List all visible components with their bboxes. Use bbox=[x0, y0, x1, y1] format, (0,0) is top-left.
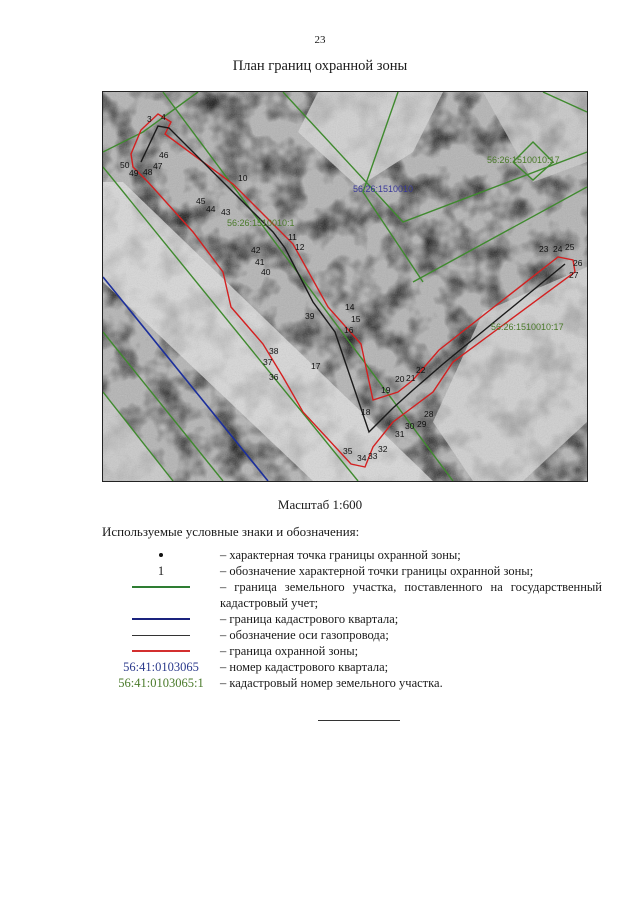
point-19: 19 bbox=[381, 385, 391, 395]
point-33: 33 bbox=[368, 451, 378, 461]
point-45: 45 bbox=[196, 196, 206, 206]
point-41: 41 bbox=[255, 257, 265, 267]
legend-text: – номер кадастрового квартала; bbox=[220, 660, 389, 674]
point-34: 34 bbox=[357, 453, 367, 463]
legend-row-pipeline-axis bbox=[102, 627, 602, 643]
quarter-number-label: 56:26:1510010 bbox=[353, 184, 414, 194]
point-42: 42 bbox=[251, 245, 261, 255]
green-line-icon bbox=[132, 586, 190, 588]
point-38: 38 bbox=[269, 346, 279, 356]
point-15: 15 bbox=[351, 314, 361, 324]
point-10: 10 bbox=[238, 173, 248, 183]
legend-row-point-number bbox=[102, 563, 602, 579]
legend-text: – характерная точка границы охранной зоны; bbox=[220, 548, 461, 562]
point-39: 39 bbox=[305, 311, 315, 321]
point-32: 32 bbox=[378, 444, 388, 454]
point-46: 46 bbox=[159, 150, 169, 160]
legend-text: – граница земельного участка, поставленного на государственный кадастровый учет; bbox=[220, 580, 602, 610]
point-22: 22 bbox=[416, 365, 426, 375]
point-37: 37 bbox=[263, 357, 273, 367]
legend-row-parcel-number bbox=[102, 675, 602, 691]
legend-row-zone-boundary bbox=[102, 643, 602, 659]
point-number-sample: 1 bbox=[157, 564, 165, 578]
red-line-icon bbox=[132, 650, 190, 652]
black-line-icon bbox=[132, 635, 190, 636]
point-17: 17 bbox=[311, 361, 321, 371]
point-21: 21 bbox=[406, 373, 416, 383]
point-31: 31 bbox=[395, 429, 405, 439]
point-18: 18 bbox=[361, 407, 371, 417]
legend-row-quarter-boundary bbox=[102, 611, 602, 627]
legend-text: – обозначение оси газопровода; bbox=[220, 628, 389, 642]
parcel-code-sample: 56:41:0103065:1 bbox=[118, 676, 204, 690]
point-35: 35 bbox=[343, 446, 353, 456]
legend-heading: Используемые условные знаки и обозначения: bbox=[102, 524, 360, 539]
point-36: 36 bbox=[269, 372, 279, 382]
quarter-code-sample: 56:41:0103065 bbox=[123, 660, 199, 674]
legend-text: – кадастровый номер земельного участка. bbox=[220, 676, 443, 690]
point-28: 28 bbox=[424, 409, 434, 419]
point-20: 20 bbox=[395, 374, 405, 384]
point-25: 25 bbox=[565, 242, 575, 252]
point-24: 24 bbox=[553, 244, 563, 254]
point-16: 16 bbox=[344, 325, 354, 335]
point-50: 50 bbox=[120, 160, 130, 170]
point-30: 30 bbox=[405, 421, 415, 431]
point-12: 12 bbox=[295, 242, 305, 252]
point-4: 4 bbox=[161, 112, 166, 122]
legend bbox=[102, 547, 602, 691]
parcel-number-label-1: 56:26:1510010:17 bbox=[487, 155, 560, 165]
legend-row-parcel-boundary bbox=[102, 579, 602, 611]
point-44: 44 bbox=[206, 204, 216, 214]
point-11: 11 bbox=[288, 232, 297, 242]
legend-text: – граница охранной зоны; bbox=[220, 644, 359, 658]
page-number: 23 bbox=[314, 34, 326, 46]
point-40: 40 bbox=[261, 267, 271, 277]
point-23: 23 bbox=[539, 244, 549, 254]
point-27: 27 bbox=[569, 270, 579, 280]
footer-divider bbox=[318, 720, 400, 721]
boundary-map bbox=[102, 91, 588, 482]
legend-text: – обозначение характерной точки границы охранной зоны; bbox=[220, 564, 534, 578]
point-14: 14 bbox=[345, 302, 355, 312]
point-dot-icon bbox=[159, 553, 163, 557]
map-scale: Масштаб 1:600 bbox=[277, 497, 363, 512]
parcel-number-label-3: 56:26:1510010:1 bbox=[227, 218, 295, 228]
legend-row-point bbox=[102, 547, 602, 563]
point-29: 29 bbox=[417, 419, 427, 429]
page-title: План границ охранной зоны bbox=[232, 58, 408, 74]
legend-text: – граница кадастрового квартала; bbox=[220, 612, 399, 626]
point-3: 3 bbox=[147, 114, 152, 124]
point-49: 49 bbox=[129, 168, 139, 178]
map-svg bbox=[103, 92, 587, 481]
point-26: 26 bbox=[573, 258, 583, 268]
parcel-number-label-2: 56:26:1510010:17 bbox=[491, 322, 564, 332]
point-48: 48 bbox=[143, 167, 153, 177]
blue-line-icon bbox=[132, 618, 190, 620]
point-47: 47 bbox=[153, 161, 163, 171]
legend-row-quarter-number bbox=[102, 659, 602, 675]
point-43: 43 bbox=[221, 207, 231, 217]
